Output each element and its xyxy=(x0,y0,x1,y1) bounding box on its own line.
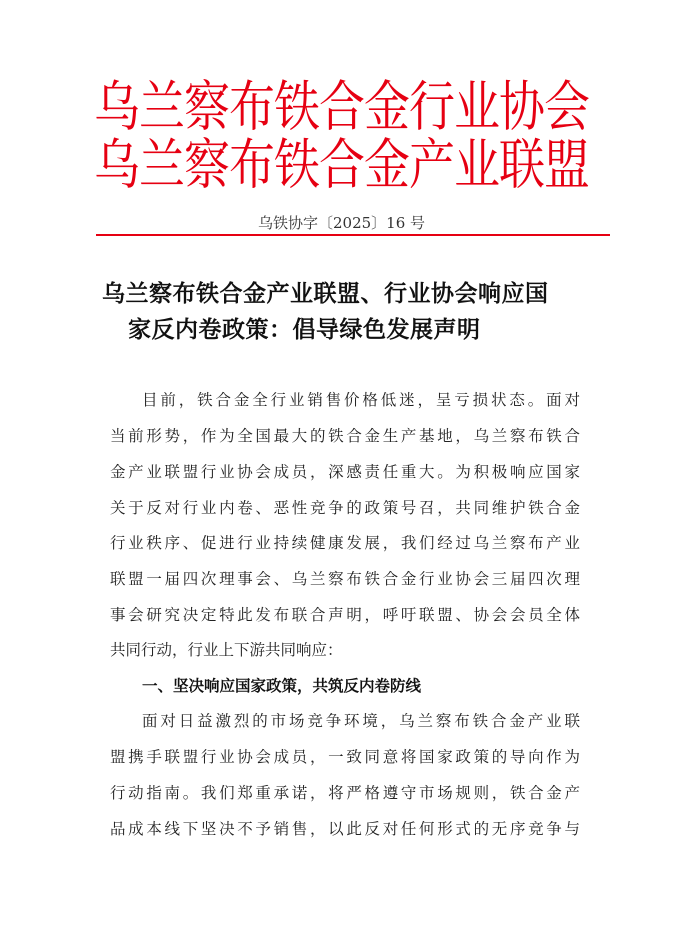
paragraph-1-line-2: 当前形势，作为全国最大的铁合金生产基地，乌兰察布铁合 xyxy=(110,427,580,445)
red-divider xyxy=(96,234,610,236)
document-title-line-2: 家反内卷政策：倡导绿色发展声明 xyxy=(128,316,481,343)
header-title-alliance: 乌兰察布铁合金产业联盟 xyxy=(94,132,589,197)
document-title-line-1: 乌兰察布铁合金产业联盟、行业协会响应国 xyxy=(102,280,549,307)
paragraph-1-line-8: 共同行动，行业上下游共同响应： xyxy=(110,641,343,659)
paragraph-1-line-1: 目前，铁合金全行业销售价格低迷，呈亏损状态。面对 xyxy=(142,391,580,409)
document-title xyxy=(90,276,593,348)
paragraph-1-line-7: 事会研究决定特此发布联合声明，呼吁联盟、协会会员全体 xyxy=(110,606,580,624)
paragraph-2-line-2: 盟携手联盟行业协会成员，一致同意将国家政策的导向作为 xyxy=(110,748,580,766)
paragraph-2-line-4: 品成本线下坚决不予销售，以此反对任何形式的无序竞争与 xyxy=(110,820,580,838)
header-title-association: 乌兰察布铁合金行业协会 xyxy=(94,74,589,139)
paragraph-2-line-1: 面对日益激烈的市场竞争环境，乌兰察布铁合金产业联 xyxy=(142,712,580,730)
paragraph-1-line-3: 金产业联盟行业协会成员，深感责任重大。为积极响应国家 xyxy=(110,463,580,481)
document-number: 乌铁协字〔2025〕16 号 xyxy=(257,214,426,232)
paragraph-1-line-4: 关于反对行业内卷、恶性竞争的政策号召，共同维护铁合金 xyxy=(110,499,580,517)
paragraph-1-line-6: 联盟一届四次理事会、乌兰察布铁合金行业协会三届四次理 xyxy=(110,570,580,588)
paragraph-2-line-3: 行动指南。我们郑重承诺，将严格遵守市场规则，铁合金产 xyxy=(110,784,580,802)
section-1-heading: 一、坚决响应国家政策，共筑反内卷防线 xyxy=(142,676,422,695)
paragraph-1-line-5: 行业秩序、促进行业持续健康发展，我们经过乌兰察布产业 xyxy=(110,534,580,552)
